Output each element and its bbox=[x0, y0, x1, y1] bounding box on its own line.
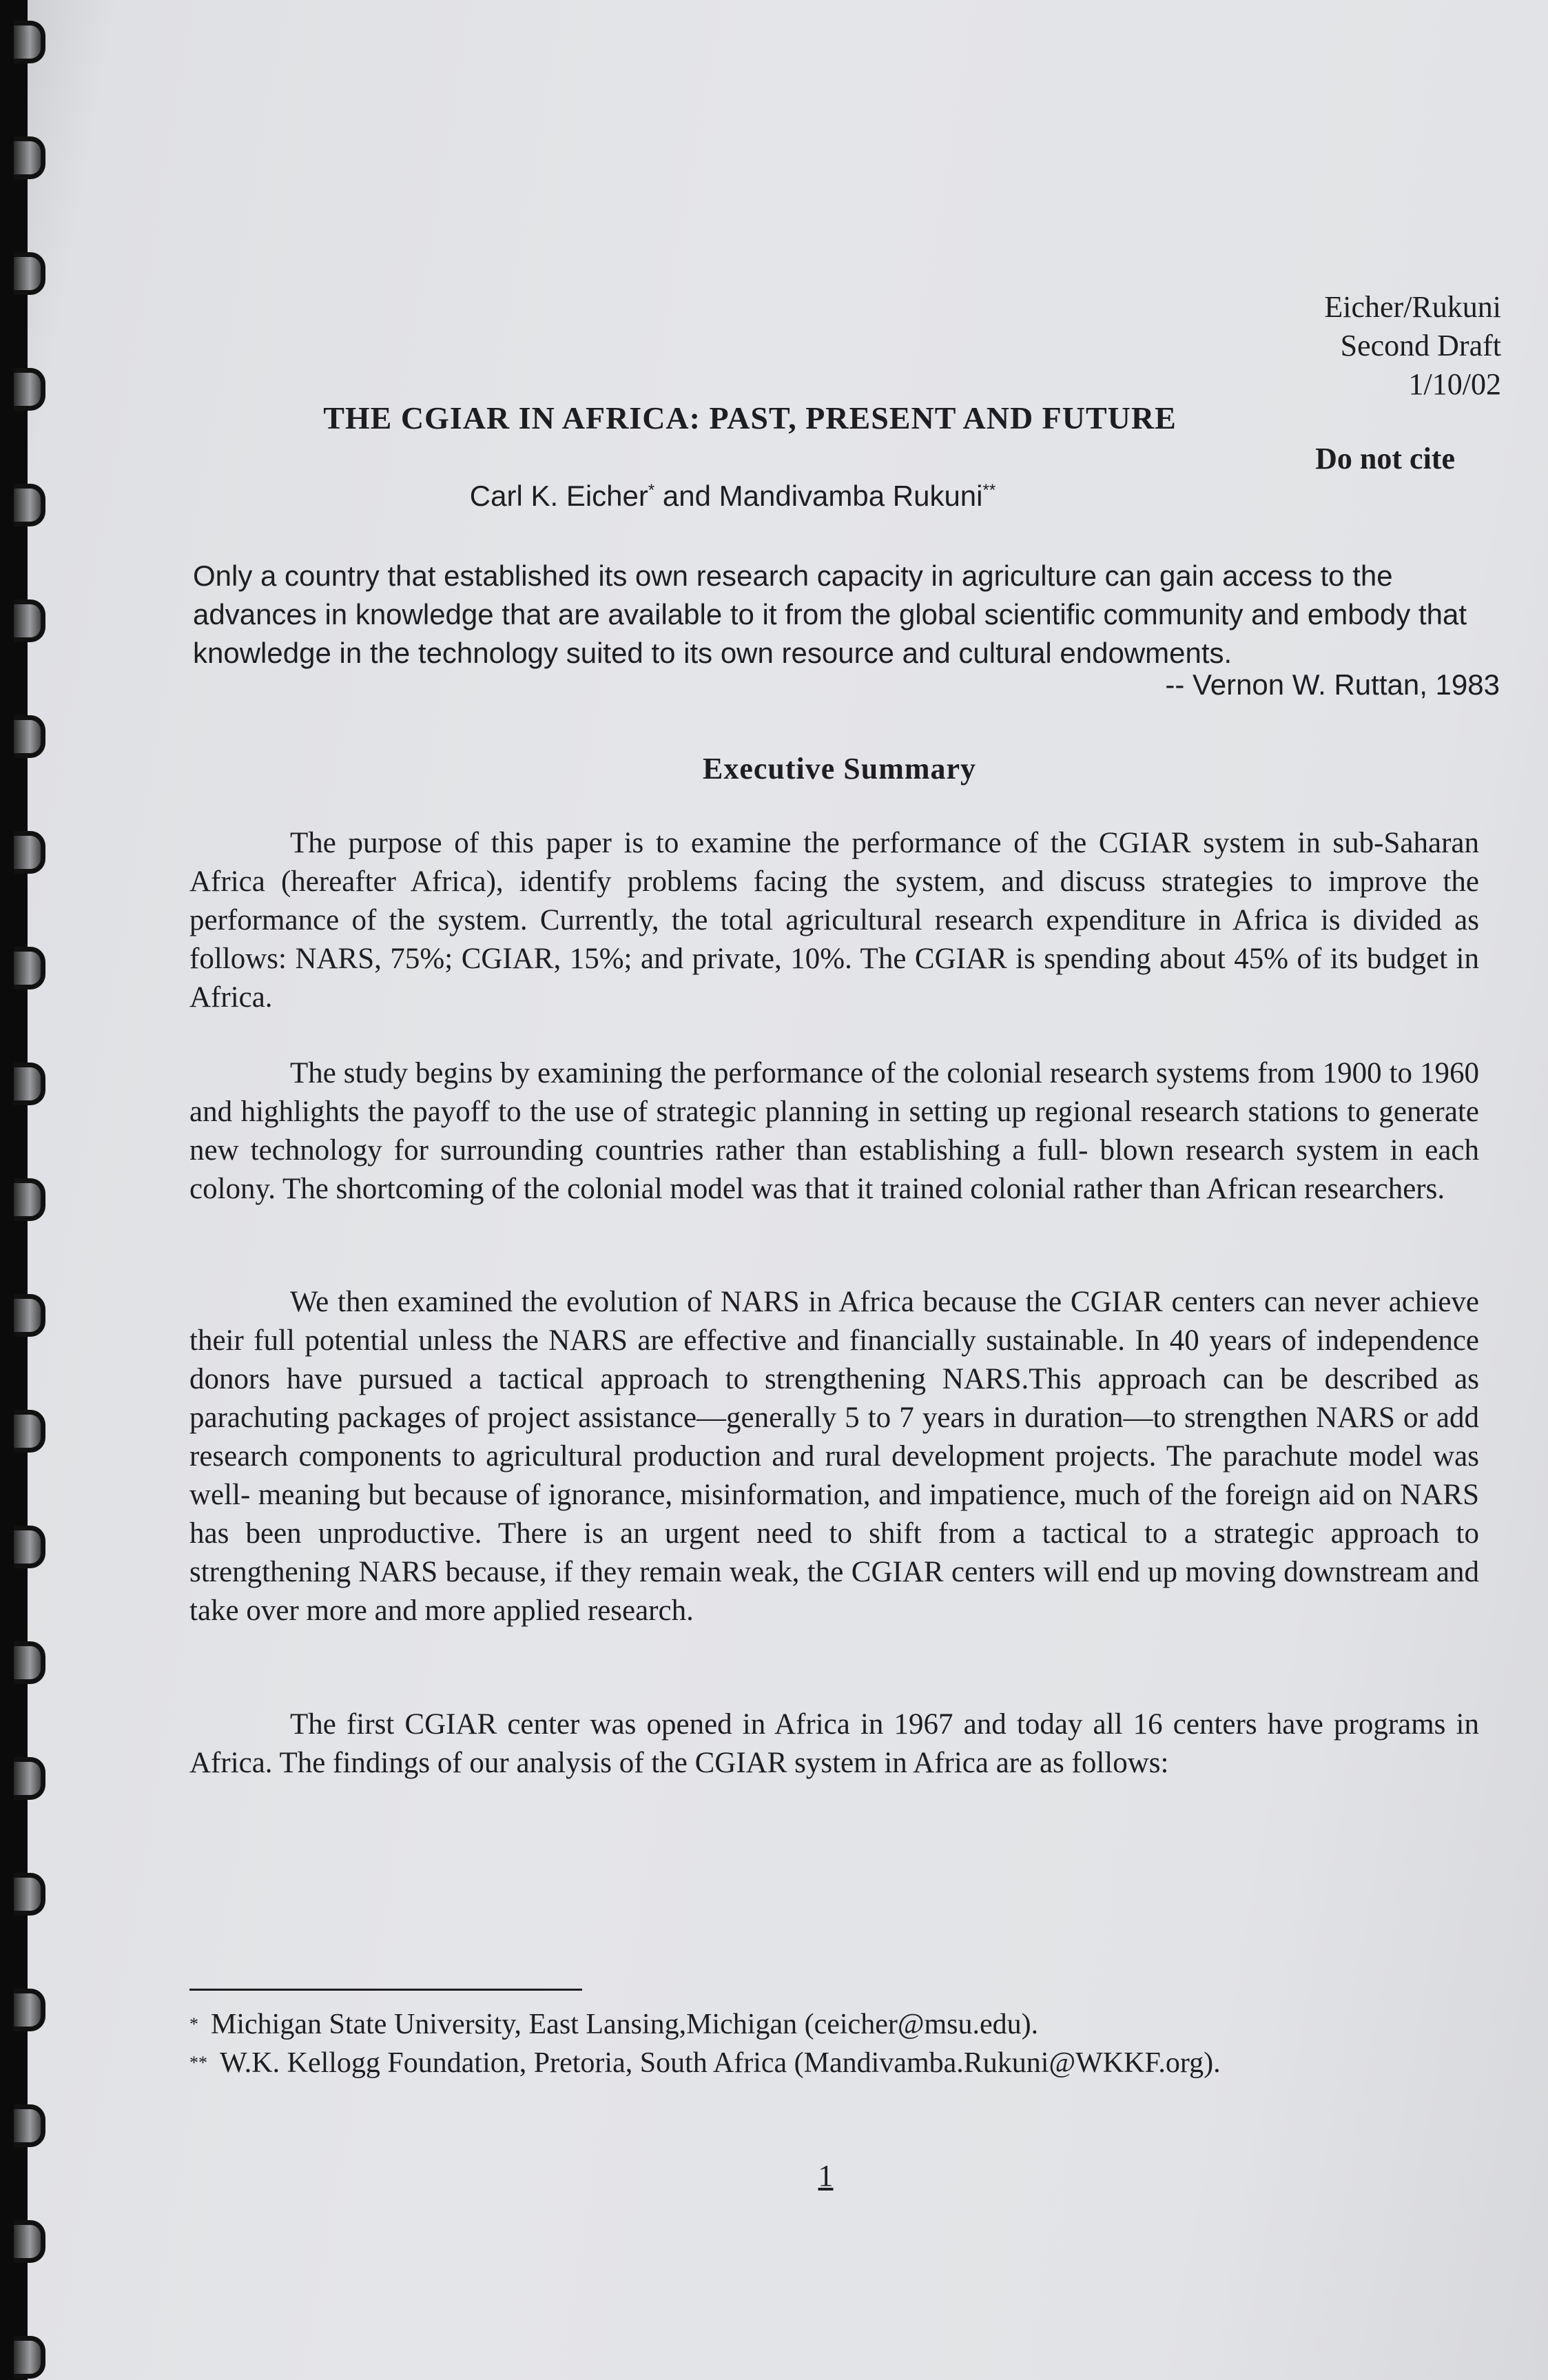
author-eicher: Carl K. Eicher bbox=[469, 480, 648, 512]
footnote-mark-1: * bbox=[648, 481, 655, 500]
paragraph-findings bbox=[189, 1705, 1479, 1783]
footnote-2-mark: ** bbox=[189, 2053, 207, 2073]
binding-ring bbox=[14, 21, 45, 63]
binding-ring bbox=[14, 831, 45, 874]
binding-ring bbox=[14, 1294, 45, 1337]
footnote-mark-2: ** bbox=[982, 481, 996, 500]
binding-ring bbox=[14, 1641, 45, 1684]
draft-label: Second Draft bbox=[1340, 329, 1501, 362]
author-connector: and bbox=[654, 480, 719, 512]
paragraph-text: The purpose of this paper is to examine the performance of the CGIAR system in sub-Saharan Africa (hereafter Africa), identify problems facing the system, and discuss strategies to improve the performance of the system. Currently, the total agricultural research expenditure in Africa is divided as follows: NARS, 75%; CGIAR, 15%; and private, 10%. The CGIAR is spending about 45% of its budget in Africa. bbox=[189, 827, 1479, 1014]
binding-ring bbox=[14, 1989, 45, 2031]
paragraph-text: The study begins by examining the performance of the colonial research systems from 1900 to 1960 and highlights the payoff to the use of strategic planning in setting up regional research stations to generate new technology for surrounding countries rather than establishing a full- blown research system in each colony. The shortcoming of the colonial model was that it trained colonial rather than African researchers. bbox=[189, 1057, 1479, 1205]
author-rukuni: Mandivamba Rukuni bbox=[719, 480, 983, 512]
authors-short: Eicher/Rukuni bbox=[1324, 290, 1501, 324]
paragraph-nars bbox=[189, 1283, 1479, 1630]
footnote-1-mark: * bbox=[189, 2014, 198, 2034]
draft-date: 1/10/02 bbox=[1408, 367, 1501, 401]
paragraph-purpose bbox=[189, 824, 1479, 1017]
paragraph-text: The first CGIAR center was opened in Africa in 1967 and today all 16 centers have programs in Africa. The findings of our analysis of the CGIAR system in Africa are as follows: bbox=[189, 1708, 1479, 1779]
paragraph-colonial bbox=[189, 1054, 1479, 1209]
binding-ring bbox=[14, 1873, 45, 1916]
binding-ring bbox=[14, 599, 45, 642]
footnote-1-text: Michigan State University, East Lansing,Michigan (ceicher@msu.edu). bbox=[211, 2009, 1039, 2040]
author-line bbox=[0, 480, 1548, 513]
paragraph-text: We then examined the evolution of NARS in Africa because the CGIAR centers can never achieve their full potential unless the NARS are effective and financially sustainable. In 40 years of independence donors have pursued a tactical approach to strengthening NARS.This approach can be described as parachuting packages of project assistance—generally 5 to 7 years in duration—to strengthen NARS or add research components to agricultural production and rural development projects. The parachute model was well- meaning but because of ignorance, misinformation, and impatience, much of the foreign aid on NARS has been unproductive. There is an urgent need to shift from a tactical to a strategic approach to strengthening NARS because, if they remain weak, the CGIAR centers will end up moving downstream and take over more and more applied research. bbox=[189, 1286, 1479, 1627]
epigraph-source: -- Vernon W. Ruttan, 1983 bbox=[1165, 668, 1500, 701]
binding-ring bbox=[14, 947, 45, 989]
binding-ring bbox=[14, 1757, 45, 1800]
footnote-1 bbox=[189, 2007, 1038, 2042]
binding-ring bbox=[14, 1063, 45, 1105]
binding-ring bbox=[14, 2220, 45, 2263]
section-heading: Executive Summary bbox=[702, 752, 977, 786]
binding-ring bbox=[14, 2104, 45, 2147]
binding-ring bbox=[14, 2336, 45, 2379]
binding-ring bbox=[14, 136, 45, 179]
binding-ring bbox=[14, 252, 45, 295]
footnote-divider bbox=[189, 1989, 582, 1991]
binding-ring bbox=[14, 1178, 45, 1221]
epigraph-quote: Only a country that established its own research capacity in agriculture can gain access to the advances in knowledge that are available to it from the global scientific community and embody that knowledge in the technology suited to its own resource and cultural endowments. bbox=[193, 560, 1467, 669]
binding-ring bbox=[14, 1410, 45, 1453]
page-number: 1 bbox=[818, 2159, 834, 2193]
page-title: THE CGIAR IN AFRICA: PAST, PRESENT AND FUTURE bbox=[323, 400, 1177, 435]
do-not-cite-notice: Do not cite bbox=[1315, 442, 1455, 475]
footnote-2-text: W.K. Kellogg Foundation, Pretoria, South Africa (Mandivamba.Rukuni@WKKF.org). bbox=[220, 2047, 1221, 2079]
binding-ring bbox=[14, 1526, 45, 1568]
footnote-2 bbox=[189, 2045, 1221, 2081]
draft-info bbox=[1324, 288, 1501, 404]
